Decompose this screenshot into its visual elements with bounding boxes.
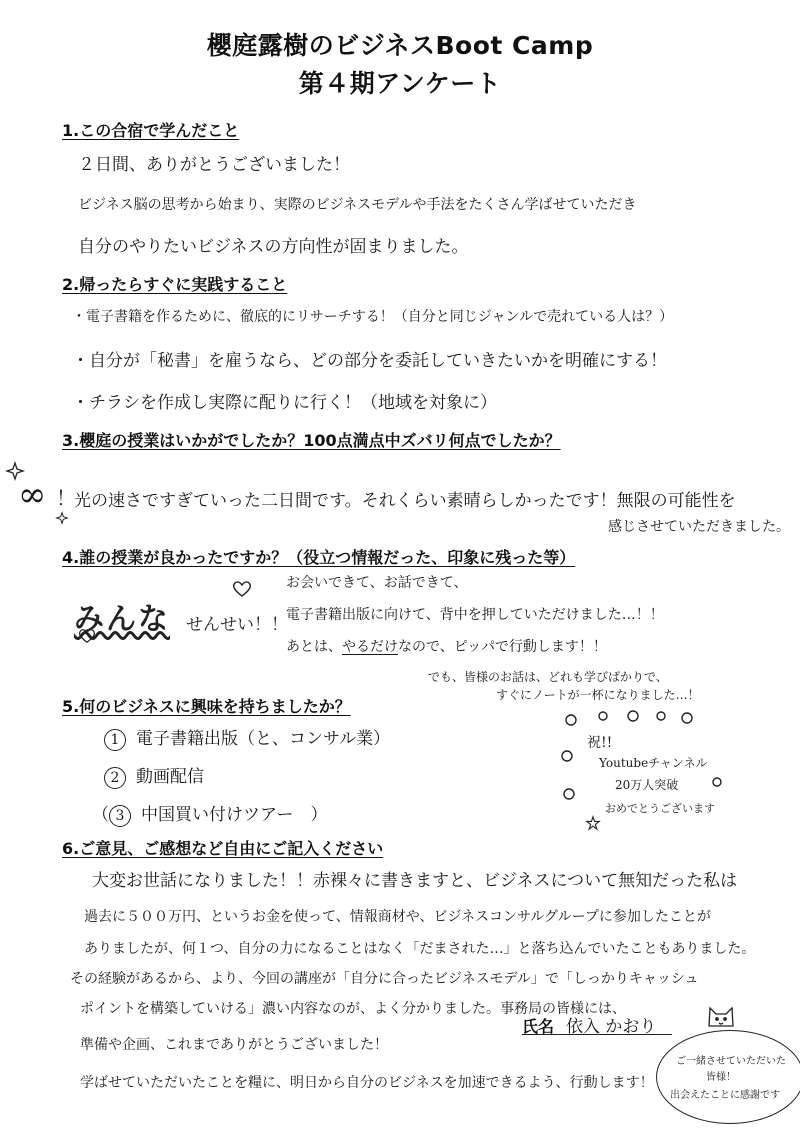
answer-4-line: すぐにノートが一杯になりました…！ — [496, 688, 700, 702]
answer-6-line: ありましたが、何１つ、自分の力になることはなく「だまされた…」と落ち込んでいたこともありました。 — [84, 941, 756, 957]
answer-4-line: でも、皆様のお話は、どれも学びばかりで、 — [428, 670, 668, 684]
answer-4-line: 電子書籍出版に向けて、背中を押していただけました…！！ — [286, 607, 664, 623]
question-5-label: 5.何のビジネスに興味を持ちましたか？ — [62, 697, 351, 716]
answer-1-line: ２日間、ありがとうございました！ — [78, 155, 350, 175]
answer-6-line: その経験があるから、より、今回の講座が「自分に合ったビジネスモデル」で「しっかりキャッシュ — [70, 971, 699, 987]
answer-6-line: 学ばせていただいたことを糧に、明日から自分のビジネスを加速できるよう、行動します！ — [80, 1075, 654, 1091]
answer-6-line: 大変お世話になりました！！赤裸々に書きますと、ビジネスについて無知だった私は — [92, 871, 738, 891]
item-text: 中国買い付けツアー — [141, 805, 294, 825]
answer-2-line: ・チラシを作成し実際に配りに行く！（地域を対象に） — [72, 393, 497, 413]
survey-title: 櫻庭露樹のビジネスBoot Camp — [206, 31, 594, 60]
item-number: 3 — [109, 805, 131, 827]
answer-1-line: 自分のやりたいビジネスの方向性が固まりました。 — [78, 237, 469, 257]
answer-2-line: ・電子書籍を作るために、徹底的にリサーチする！（自分と同じジャンルで売れている人は？） — [72, 309, 674, 325]
question-1-label: 1.この合宿で学んだこと — [62, 121, 240, 140]
bubble-line: Youtubeチャンネル — [599, 756, 708, 770]
answer-2-line: ・自分が「秘書」を雇うなら、どの部分を委託していきたいかを明確にする！ — [72, 351, 667, 371]
name-label: 氏名 — [522, 1017, 555, 1036]
name-value: 依入 かおり — [566, 1017, 657, 1037]
answer-3-line: 光の速さですぎていった二日間です。それくらい素晴らしかったです！無限の可能性を — [74, 491, 736, 511]
speech-line: 出会えたことに感謝です — [670, 1090, 780, 1101]
question-3-label: 3.櫻庭の授業はいかがでしたか？100点満点中ズバリ何点でしたか？ — [62, 431, 561, 450]
answer-6-line: 準備や企画、これまでありがとうございました！ — [80, 1037, 388, 1053]
item-number: 1 — [104, 729, 126, 751]
item-text: 動画配信 — [136, 767, 204, 787]
emphasis-text: やるだけ — [342, 639, 398, 655]
teacher-name-art: みんな — [74, 602, 170, 637]
item-text: 電子書籍出版（と、コンサル業） — [136, 729, 391, 749]
business-item — [104, 724, 390, 751]
answer-4-line: お会いできて、お話できて、 — [286, 575, 468, 591]
bubble-line: 祝!! — [587, 735, 613, 751]
signature-line — [522, 1034, 672, 1035]
sparkle-icon — [56, 512, 68, 524]
congrats-bubble — [557, 710, 727, 830]
question-2-label: 2.帰ったらすぐに実践すること — [62, 275, 288, 294]
heart-icon — [232, 580, 252, 598]
answer-6-line: ポイントを構築していける」濃い内容なのが、よく分かりました。事務局の皆様には、 — [80, 1001, 626, 1017]
bubble-line: 20万人突破 — [615, 778, 679, 792]
cat-face-icon — [706, 1004, 736, 1028]
question-4-label: 4.誰の授業が良かったですか？（役立つ情報だった、印象に残った等） — [62, 548, 576, 567]
score-exclaim: ！ — [56, 486, 76, 510]
answer-3-line: 感じさせていただきました。 — [608, 519, 790, 535]
score-infinity: ∞ — [18, 475, 47, 515]
sensei-text: せんせい！！ — [186, 615, 288, 635]
question-6-label: 6.ご意見、ご感想など自由にご記入ください — [62, 839, 384, 858]
answer-1-line: ビジネス脳の思考から始まり、実際のビジネスモデルや手法をたくさん学ばせていただき — [78, 197, 637, 213]
answer-6-line: 過去に５００万円、というお金を使って、情報商材や、ビジネスコンサルグループに参加したことが — [84, 909, 711, 925]
business-item — [104, 762, 204, 789]
bubble-line: おめでとうございます — [605, 802, 715, 815]
item-number: 2 — [104, 767, 126, 789]
business-item: （ 3 中国買い付けツアー ） — [92, 805, 328, 825]
answer-4-line: あとは、やるだけなので、ピッパで行動します！！ — [286, 639, 607, 655]
speech-line: ご一緒させていただいた — [676, 1056, 786, 1067]
heart-icon — [78, 628, 96, 644]
star-icon — [586, 816, 600, 830]
survey-subtitle: 第４期アンケート — [298, 69, 502, 98]
speech-line: 皆様！ — [706, 1072, 736, 1083]
